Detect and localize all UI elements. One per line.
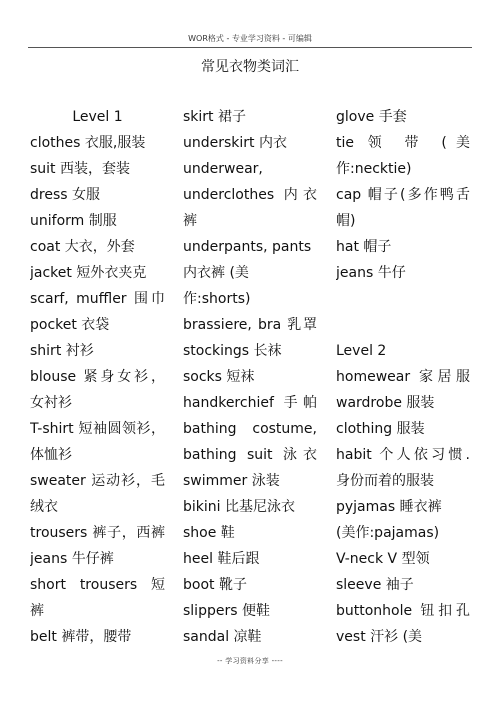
page-header: WOR格式 - 专业学习资料 - 可编辑 [188, 34, 312, 43]
vocab-line: coat 大衣，外套 [30, 239, 135, 255]
vocab-line: T-shirt 短袖圆领衫， [30, 421, 165, 437]
vocab-line: Level 2 [336, 343, 387, 359]
vocab-line: handkerchief 手帕 [183, 395, 317, 411]
vocab-line: jeans 牛仔裤 [30, 551, 114, 567]
vocab-line: habit 个人依习惯. [336, 447, 470, 463]
vocab-line: 作:shorts) [183, 291, 251, 307]
vocab-line: pocket 衣袋 [30, 317, 110, 333]
vocab-column-3 [336, 104, 470, 650]
vocab-line: cap 帽子(多作鸭舌 [336, 187, 470, 203]
vocab-line: heel 鞋后跟 [183, 551, 260, 567]
vocab-line: glove 手套 [336, 109, 407, 125]
vocab-line: uniform 制服 [30, 213, 117, 229]
vocab-line: pyjamas 睡衣裤 [336, 499, 442, 515]
vocab-line: suit 西装，套装 [30, 161, 130, 177]
vocab-line: scarf, muffler 围巾 [30, 291, 165, 307]
vocab-line: socks 短袜 [183, 369, 255, 385]
vocab-line: bathing costume, [183, 421, 317, 437]
vocab-line: clothing 服装 [336, 421, 425, 437]
vocab-line: swimmer 泳装 [183, 473, 280, 489]
vocab-line: trousers 裤子，西裤 [30, 525, 165, 541]
vocab-line: bathing suit 泳衣 [183, 447, 317, 463]
vocab-line: shirt 衬衫 [30, 343, 94, 359]
vocab-line: homewear 家居服 [336, 369, 470, 385]
vocab-line: underpants, pants [183, 239, 312, 255]
vocab-line: 体恤衫 [30, 447, 72, 463]
header-divider [28, 47, 472, 48]
vocab-line: underskirt 内衣 [183, 135, 287, 151]
vocab-line: Level 1 [72, 109, 123, 125]
vocab-line: sleeve 袖子 [336, 577, 414, 593]
vocab-line: V-neck V 型领 [336, 551, 430, 567]
page-footer: -- 学习资料分享 ---- [217, 657, 283, 665]
vocab-line: 裤 [183, 213, 197, 229]
vocab-line: stockings 长袜 [183, 343, 282, 359]
vocab-line: 身份而着的服装 [336, 473, 434, 489]
vocab-line: jeans 牛仔 [336, 265, 406, 281]
document-title: 常见衣物类词汇 [201, 59, 299, 75]
vocab-line: 作:necktie) [336, 161, 412, 177]
vocab-line: short trousers 短 [30, 577, 165, 593]
vocab-line: boot 靴子 [183, 577, 247, 593]
vocab-column-1 [30, 104, 165, 650]
vocab-line [336, 286, 470, 312]
vocab-line: buttonhole 钮扣孔 [336, 603, 470, 619]
vocab-line: 帽) [336, 213, 356, 229]
vocab-line: brassiere, bra 乳罩 [183, 317, 317, 333]
vocab-line: wardrobe 服装 [336, 395, 435, 411]
vocab-line: slippers 便鞋 [183, 603, 270, 619]
vocab-line: skirt 裙子 [183, 109, 246, 125]
vocab-line: clothes 衣服,服装 [30, 135, 146, 151]
vocab-column-2 [183, 104, 317, 650]
vocab-line: blouse 紧身女衫， [30, 369, 165, 385]
vocab-line: jacket 短外衣夹克 [30, 265, 147, 281]
vocab-line: sweater 运动衫，毛 [30, 473, 165, 489]
vocab-line: 绒衣 [30, 499, 58, 515]
vocab-line: belt 裤带，腰带 [30, 629, 132, 645]
vocab-line: dress 女服 [30, 187, 100, 203]
vocab-line: 内衣裤 (美 [183, 265, 249, 281]
vocab-line: (美作:pajamas) [336, 525, 440, 541]
vocab-line: underwear, [183, 161, 263, 177]
vocab-line: tie 领 带 (美 [336, 135, 470, 151]
vocab-line: sandal 凉鞋 [183, 629, 262, 645]
vocab-line: hat 帽子 [336, 239, 392, 255]
vocab-line [336, 312, 470, 338]
vocab-line: bikini 比基尼泳衣 [183, 499, 295, 515]
vocab-line: vest 汗衫 (美 [336, 629, 423, 645]
vocab-line: 裤 [30, 603, 44, 619]
vocab-line: shoe 鞋 [183, 525, 235, 541]
vocab-line: 女衬衫 [30, 395, 72, 411]
vocab-line: underclothes 内衣 [183, 187, 317, 203]
